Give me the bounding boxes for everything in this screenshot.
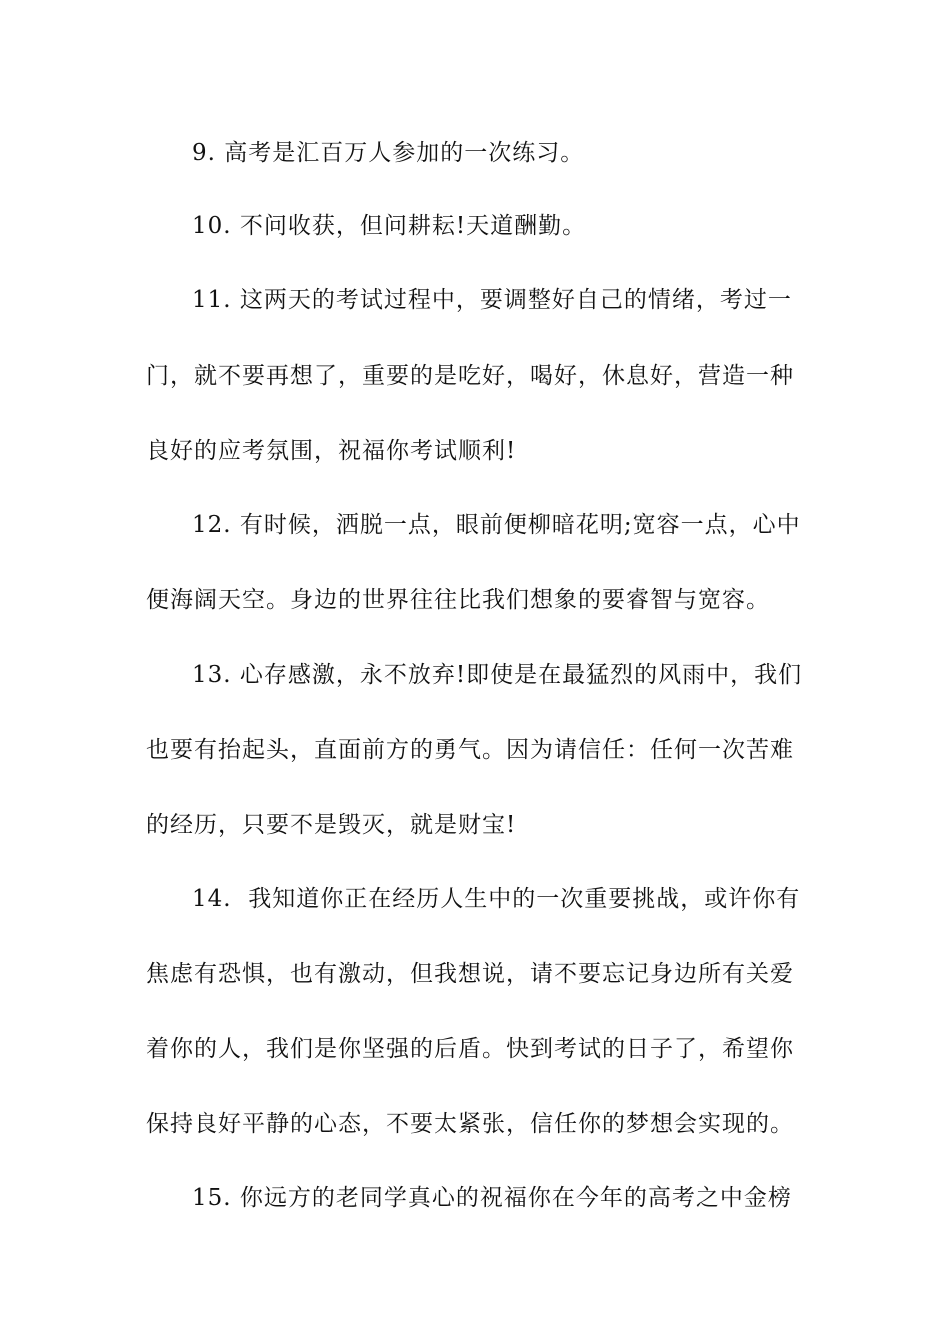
item-11-line-1: 11. 这两天的考试过程中，要调整好自己的情绪，考过一	[192, 287, 792, 313]
item-9-line: 9. 高考是汇百万人参加的一次练习。	[192, 140, 585, 166]
item-13-line-1: 13. 心存感激，永不放弃!即使是在最猛烈的风雨中，我们	[192, 662, 803, 688]
item-13-line-2: 也要有抬起头，直面前方的勇气。因为请信任：任何一次苦难	[146, 737, 794, 763]
item-15-line-1: 15. 你远方的老同学真心的祝福你在今年的高考之中金榜	[192, 1185, 792, 1211]
item-14-line-4: 保持良好平静的心态，不要太紧张，信任你的梦想会实现的。	[146, 1111, 794, 1137]
item-12-line-1: 12. 有时候，洒脱一点，眼前便柳暗花明;宽容一点，心中	[192, 512, 801, 538]
item-14-line-3: 着你的人，我们是你坚强的后盾。快到考试的日子了，希望你	[146, 1036, 794, 1062]
item-10-line: 10. 不问收获，但问耕耘!天道酬勤。	[192, 213, 587, 239]
item-14-line-2: 焦虑有恐惧，也有激动，但我想说，请不要忘记身边所有关爱	[146, 961, 794, 987]
item-11-line-3: 良好的应考氛围，祝福你考试顺利!	[146, 438, 517, 464]
item-14-line-1: 14. 我知道你正在经历人生中的一次重要挑战，或许你有	[192, 886, 801, 912]
item-12-line-2: 便海阔天空。身边的世界往往比我们想象的要睿智与宽容。	[146, 587, 770, 613]
item-11-line-2: 门，就不要再想了，重要的是吃好，喝好，休息好，营造一种	[146, 363, 794, 389]
item-13-line-3: 的经历，只要不是毁灭，就是财宝!	[146, 812, 517, 838]
